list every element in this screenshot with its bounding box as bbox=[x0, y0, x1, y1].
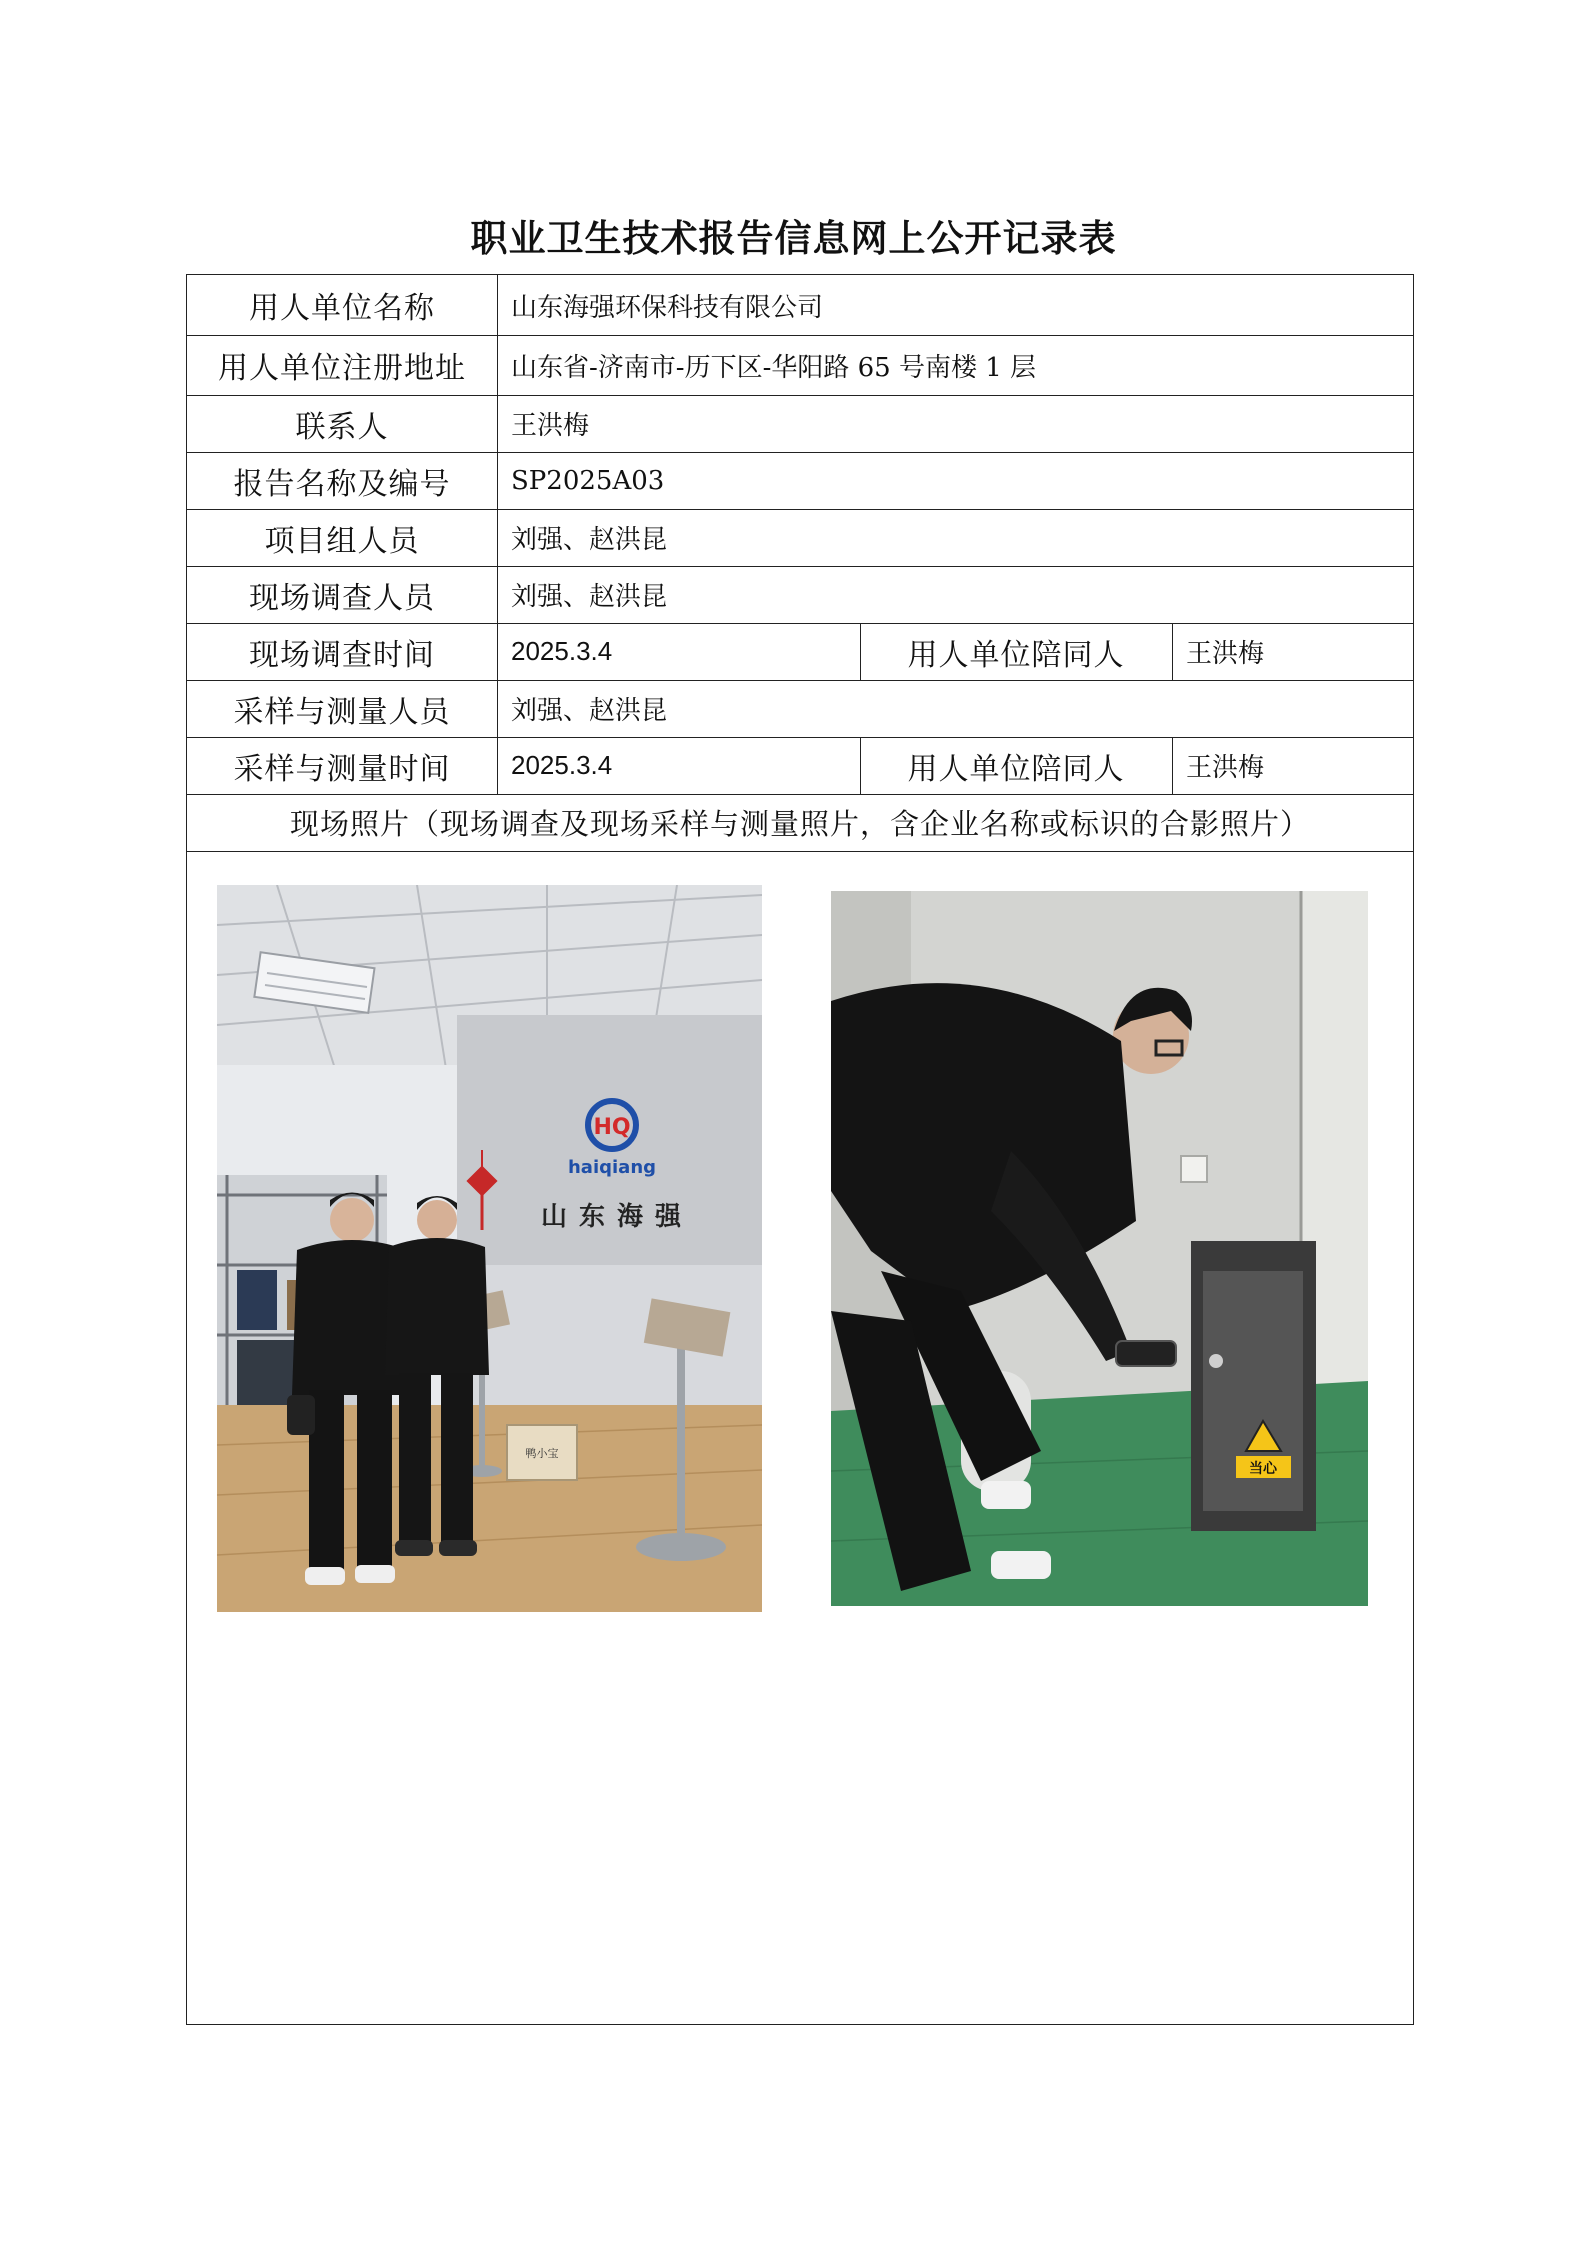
record-form bbox=[186, 274, 1414, 2025]
sampling-staff-label: 采样与测量人员 bbox=[233, 694, 451, 730]
sampling-escort-value: 王洪梅 bbox=[1186, 753, 1265, 783]
sampling-time-value: 2025.3.4 bbox=[511, 750, 613, 780]
box-label: 鸭小宝 bbox=[525, 1447, 559, 1460]
safe-cabinet bbox=[1191, 1241, 1316, 1531]
site-photo-group bbox=[217, 885, 762, 1612]
site-photo-measurement bbox=[831, 891, 1368, 1606]
page-title: 职业卫生技术报告信息网上公开记录表 bbox=[470, 217, 1117, 260]
survey-staff-label: 现场调查人员 bbox=[249, 580, 435, 616]
company-address-label: 用人单位注册地址 bbox=[218, 351, 466, 386]
project-members-label: 项目组人员 bbox=[264, 523, 420, 559]
wall-sign-text: 山东海强 bbox=[540, 1202, 694, 1232]
report-value: SP2025A03 bbox=[511, 465, 665, 496]
report-label: 报告名称及编号 bbox=[233, 466, 451, 502]
survey-escort-value: 王洪梅 bbox=[1186, 639, 1265, 669]
contact-value: 王洪梅 bbox=[511, 411, 590, 441]
contact-label: 联系人 bbox=[295, 409, 389, 445]
sampling-escort-label: 用人单位陪同人 bbox=[907, 751, 1125, 787]
survey-time-value: 2025.3.4 bbox=[511, 636, 613, 666]
survey-time-label: 现场调查时间 bbox=[249, 637, 435, 673]
sampling-time-label: 采样与测量时间 bbox=[233, 751, 451, 787]
project-members-value: 刘强、赵洪昆 bbox=[511, 525, 668, 555]
company-name-value: 山东海强环保科技有限公司 bbox=[511, 292, 824, 323]
company-address-value: 山东省-济南市-历下区-华阳路 65 号南楼 1 层 bbox=[511, 352, 1037, 383]
photos-header: 现场照片（现场调查及现场采样与测量照片，含企业名称或标识的合影照片） bbox=[289, 807, 1310, 841]
logo-text: haiqiang bbox=[567, 1157, 657, 1178]
row-divider bbox=[187, 851, 1413, 852]
warning-text: 当心 bbox=[1249, 1461, 1277, 1477]
sampling-staff-value: 刘强、赵洪昆 bbox=[511, 696, 668, 726]
company-name-label: 用人单位名称 bbox=[249, 291, 435, 326]
survey-staff-value: 刘强、赵洪昆 bbox=[511, 582, 668, 612]
survey-escort-label: 用人单位陪同人 bbox=[907, 637, 1125, 673]
logo-letters: HQ bbox=[593, 1115, 631, 1140]
